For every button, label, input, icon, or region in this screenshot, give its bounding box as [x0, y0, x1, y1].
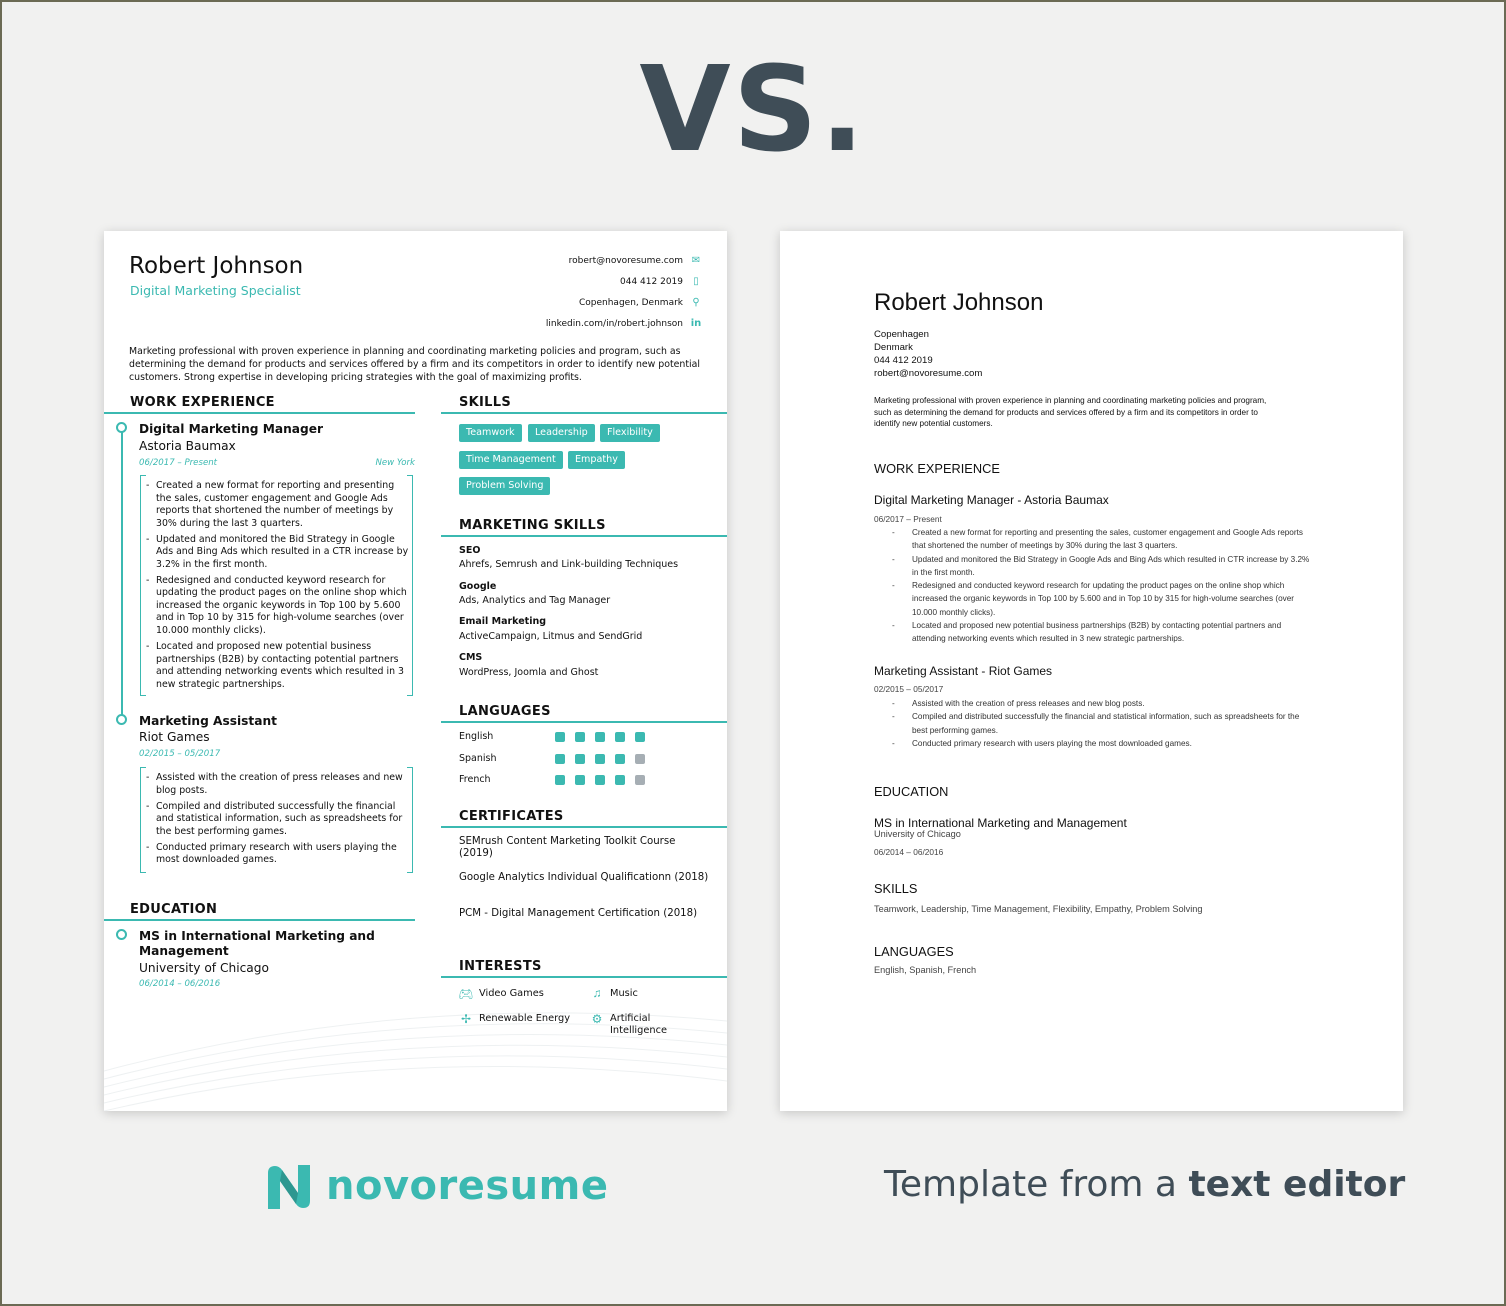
text-editor-caption: Template from a text editor — [884, 1164, 1406, 1205]
language-name: Spanish — [459, 753, 497, 764]
language-level-square — [595, 775, 605, 785]
plain-resume-name: Robert Johnson — [874, 289, 1044, 316]
language-name: French — [459, 774, 491, 785]
interest-item: Renewable Energy — [479, 1013, 571, 1024]
language-level-square — [615, 775, 625, 785]
plain-job-role: Digital Marketing Manager - Astoria Baumax — [874, 493, 1109, 507]
plain-education-dates: 06/2014 – 06/2016 — [874, 847, 944, 857]
list-item: - Located and proposed new potential business partnerships (B2B) by contacting potential partners and attending networking events which resulted in 3 new strategic partnerships. — [874, 619, 1314, 646]
list-item: - Created a new format for reporting and presenting the sales, customer engagement and Google Ads reports that shortened the number of meetings by 30% during the last 3 quarters. — [874, 526, 1314, 553]
job-location: New York — [375, 458, 415, 468]
timeline-line — [121, 431, 123, 716]
education-heading-rule — [104, 919, 415, 921]
language-level-square — [575, 754, 585, 764]
resume-job-title: Digital Marketing Specialist — [130, 283, 301, 298]
plain-job-role: Marketing Assistant - Riot Games — [874, 664, 1053, 678]
marketing-skill-value: Ads, Analytics and Tag Manager — [459, 595, 611, 606]
linkedin-icon: in — [690, 318, 702, 329]
list-item: - Compiled and distributed successfully the financial and statistical information, such as spreadsheets for the best performing games. — [144, 801, 409, 839]
certificates-heading-rule — [441, 826, 727, 828]
mail-icon: ✉ — [691, 255, 701, 266]
novoresume-resume-page — [104, 231, 727, 1111]
wind-turbine-icon: ✢ — [460, 1012, 472, 1026]
list-item: - Compiled and distributed successfully the financial and statistical information, such as spreadsheets for the best performing games. — [874, 710, 1314, 737]
job-company: Astoria Baumax — [139, 439, 236, 453]
skill-tag: Flexibility — [600, 424, 660, 442]
language-level-square — [595, 754, 605, 764]
plain-education-heading: EDUCATION — [874, 784, 949, 799]
languages-heading: LANGUAGES — [459, 704, 551, 719]
list-item: - Conducted primary research with users playing the most downloaded games. — [144, 842, 409, 867]
list-item: - Redesigned and conducted keyword research for updating the product pages on the online shop which increased the organic keywords in Top 100 by 5.600 and in Top 10 by 315 for high-volume searches (over 10.000 monthly clicks). — [144, 575, 409, 638]
interests-heading: INTERESTS — [459, 959, 542, 974]
job-bullets — [144, 772, 409, 871]
plain-work-heading: WORK EXPERIENCE — [874, 461, 1000, 476]
work-heading-rule — [104, 412, 415, 414]
contact-linkedin: linkedin.com/in/robert.johnson in — [545, 318, 702, 329]
language-level-square — [635, 775, 645, 785]
contact-email: robert@novoresume.com ✉ — [568, 255, 701, 266]
timeline-dot — [116, 929, 127, 940]
marketing-skill-name: Google — [459, 581, 497, 592]
education-dates: 06/2014 – 06/2016 — [139, 979, 221, 989]
marketing-skill-name: CMS — [459, 652, 483, 663]
skill-tag: Teamwork — [459, 424, 522, 442]
marketing-skill-name: Email Marketing — [459, 616, 547, 627]
list-item: - Created a new format for reporting and presenting the sales, customer engagement and Google Ads reports that shortened the number of meetings by 30% during the last 3 quarters. — [144, 480, 409, 530]
interest-item: Video Games — [479, 988, 544, 999]
plain-summary: Marketing professional with proven experience in planning and coordinating marketing policies and program, such as determining the demand for products and services offered by a firm and its competitors in order to identify new potential customers. — [874, 396, 1267, 428]
languages-heading-rule — [441, 721, 727, 723]
contact-location: Copenhagen, Denmark ⚲ — [579, 297, 702, 308]
skill-tag: Empathy — [568, 451, 625, 469]
language-level-square — [615, 732, 625, 742]
skills-heading-rule — [441, 412, 727, 414]
plain-contact-line: Denmark — [874, 342, 913, 353]
contact-phone: 044 412 2019 ▯ — [620, 276, 702, 287]
job-company: Riot Games — [139, 730, 210, 744]
plain-contact-line: Copenhagen — [874, 329, 929, 340]
interests-heading-rule — [441, 976, 727, 978]
ai-chip-icon: ⚙ — [591, 1012, 603, 1026]
plain-contact-line: 044 412 2019 — [874, 355, 933, 366]
certificate-item: SEMrush Content Marketing Toolkit Course (2019) — [459, 836, 676, 859]
education-degree: MS in International Marketing and Management — [139, 929, 375, 958]
music-icon: ♫ — [592, 986, 602, 1000]
job-dates: 06/2017 – Present — [139, 458, 218, 468]
novoresume-logo — [264, 1163, 609, 1213]
list-item: - Redesigned and conducted keyword research for updating the product pages on the online shop which increased the organic keywords in Top 100 by 5.600 and in Top 10 by 315 for high-volume searches (over 10.000 monthly clicks). — [874, 579, 1314, 619]
text-editor-resume-page — [780, 231, 1403, 1111]
plain-education-school: University of Chicago — [874, 829, 961, 839]
language-level-square — [575, 732, 585, 742]
plain-skills-heading: SKILLS — [874, 881, 918, 896]
job-dates: 02/2015 – 05/2017 — [139, 749, 221, 759]
skills-heading: SKILLS — [459, 395, 512, 410]
plain-languages-heading: LANGUAGES — [874, 944, 954, 959]
skill-tag: Leadership — [528, 424, 595, 442]
location-icon: ⚲ — [692, 297, 700, 308]
list-item: - Updated and monitored the Bid Strategy in Google Ads and Bing Ads which resulted in CTR increase by 3.2% in the first month. — [874, 553, 1314, 580]
marketing-skills-heading: MARKETING SKILLS — [459, 518, 606, 533]
education-school: University of Chicago — [139, 961, 269, 975]
marketing-heading-rule — [441, 535, 727, 537]
job-role: Marketing Assistant — [139, 714, 277, 728]
plain-job-dates: 06/2017 – Present — [874, 514, 942, 524]
language-level-square — [595, 732, 605, 742]
resume-summary: Marketing professional with proven experience in planning and coordinating marketing policies and program, such as determining the demand for products and services offered by a firm and its competitors in order to identify new potential customers. Strong expertise in developing pricing strategies with the goal of maximizing profits. — [129, 346, 700, 383]
skill-tag: Problem Solving — [459, 477, 550, 495]
plain-job-dates: 02/2015 – 05/2017 — [874, 684, 944, 694]
gamepad-icon: 🎮︎ — [458, 987, 474, 1001]
language-level-square — [555, 754, 565, 764]
certificates-heading: CERTIFICATES — [459, 809, 564, 824]
language-level-square — [615, 754, 625, 764]
novoresume-logo-icon — [264, 1163, 314, 1211]
language-level-square — [575, 775, 585, 785]
list-item: - Updated and monitored the Bid Strategy in Google Ads and Bing Ads which resulted in a CTR increase by 3.2% in the first month. — [144, 534, 409, 572]
timeline-dot — [116, 422, 127, 433]
list-item: - Assisted with the creation of press releases and new blog posts. — [874, 697, 1314, 710]
interest-item: Music — [610, 988, 638, 999]
marketing-skill-value: WordPress, Joomla and Ghost — [459, 667, 599, 678]
phone-icon: ▯ — [693, 276, 699, 287]
language-level-square — [555, 775, 565, 785]
plain-job-bullets — [874, 526, 1314, 646]
resume-name: Robert Johnson — [129, 253, 304, 279]
certificate-item: PCM - Digital Management Certification (2018) — [459, 908, 698, 919]
language-level-square — [555, 732, 565, 742]
plain-languages-line: English, Spanish, French — [874, 965, 977, 975]
plain-job-bullets — [874, 697, 1314, 750]
plain-education-degree: MS in International Marketing and Management — [874, 816, 1127, 830]
language-level-square — [635, 754, 645, 764]
plain-skills-line: Teamwork, Leadership, Time Management, Flexibility, Empathy, Problem Solving — [874, 904, 1203, 914]
vs-heading: VS. — [639, 40, 867, 178]
marketing-skill-value: Ahrefs, Semrush and Link-building Techniques — [459, 559, 679, 570]
list-item: - Located and proposed new potential business partnerships (B2B) by contacting potential partners and attending networking events which resulted in 3 new strategic partnerships. — [144, 641, 409, 691]
timeline-dot — [116, 714, 127, 725]
interest-item: Artificial Intelligence — [610, 1013, 668, 1036]
language-level-square — [635, 732, 645, 742]
list-item: - Assisted with the creation of press releases and new blog posts. — [144, 772, 409, 797]
job-role: Digital Marketing Manager — [139, 422, 323, 436]
novoresume-logo-text: novoresume — [326, 1163, 609, 1209]
plain-contact-line: robert@novoresume.com — [874, 368, 983, 379]
marketing-skill-name: SEO — [459, 545, 481, 556]
work-experience-heading: WORK EXPERIENCE — [130, 395, 275, 410]
education-heading: EDUCATION — [130, 902, 218, 917]
language-name: English — [459, 731, 494, 742]
certificate-item: Google Analytics Individual Qualificationn (2018) — [459, 872, 709, 883]
job-bullets — [144, 480, 409, 695]
list-item: - Conducted primary research with users playing the most downloaded games. — [874, 737, 1314, 750]
marketing-skill-value: ActiveCampaign, Litmus and SendGrid — [459, 631, 643, 642]
skill-tag: Time Management — [459, 451, 563, 469]
